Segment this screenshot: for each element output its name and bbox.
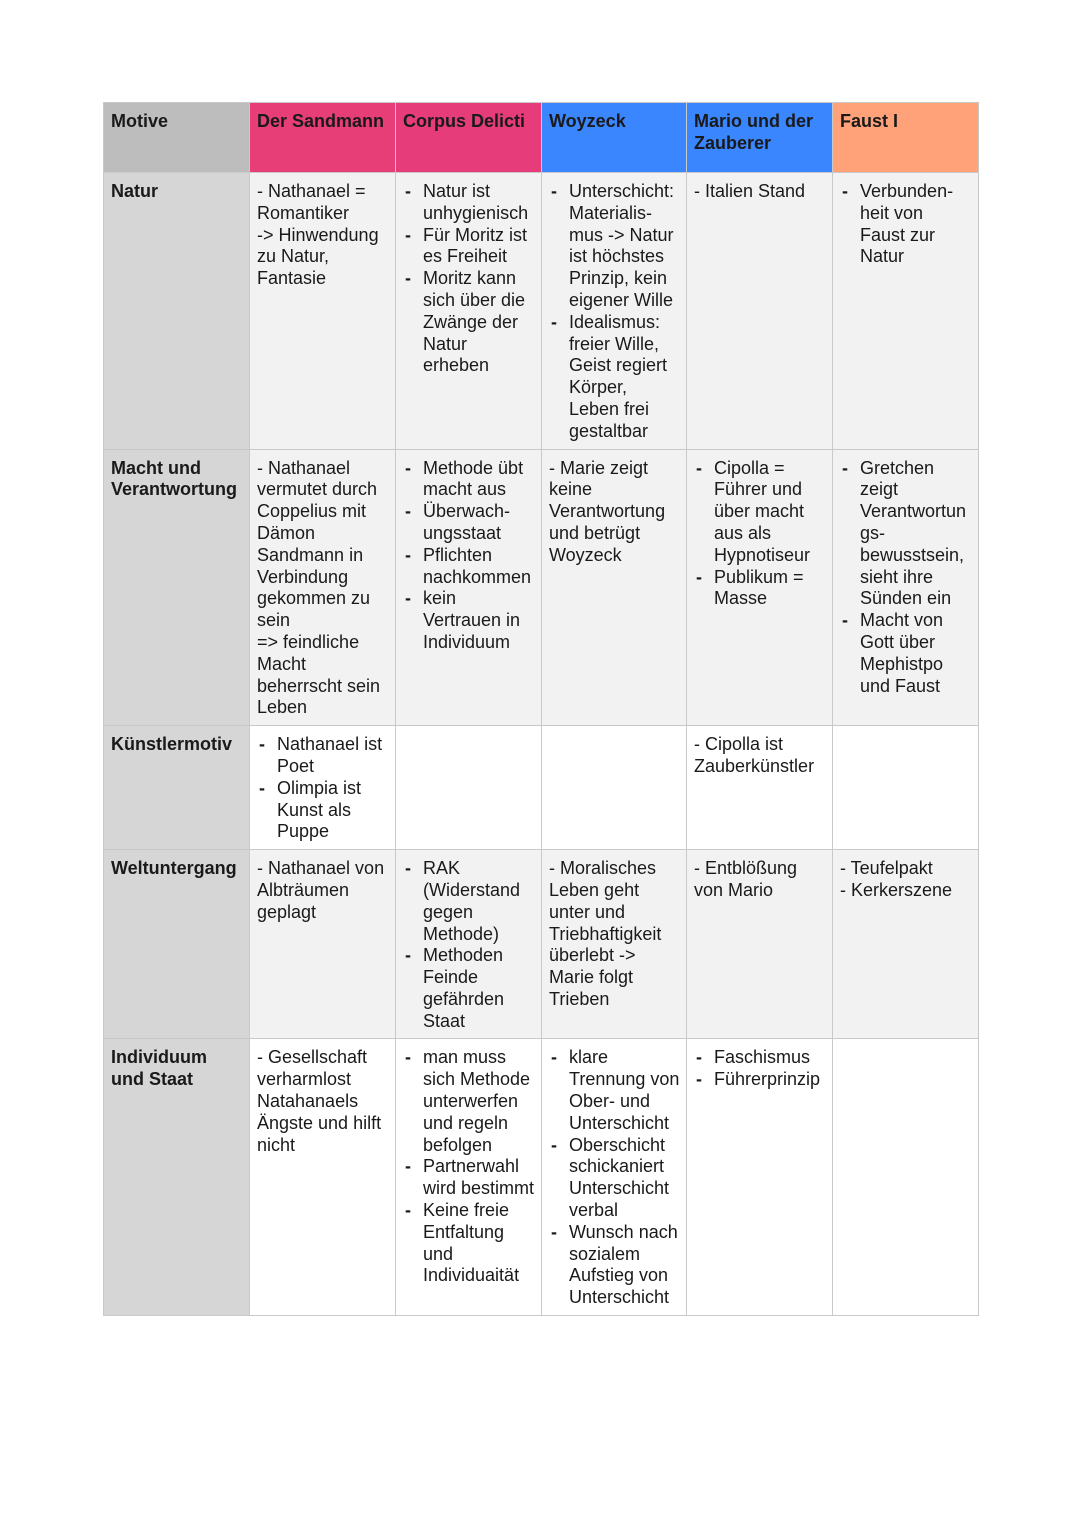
cell-mario-und-der-zauberer	[687, 449, 833, 726]
list-item: - Cipolla = Führer und über macht aus als Hypnotiseur	[694, 458, 826, 567]
list-item: - Macht von Gott über Mephistpo und Faust	[840, 610, 972, 697]
table-row	[104, 850, 979, 1039]
table-row	[104, 449, 979, 726]
cell-mario-und-der-zauberer	[687, 173, 833, 450]
cell-woyzeck	[542, 173, 687, 450]
cell-mario-und-der-zauberer	[687, 1039, 833, 1316]
table-row	[104, 726, 979, 850]
cell-corpus-delicti	[396, 726, 542, 850]
list-item: - Oberschicht schickaniert Unterschicht verbal	[549, 1135, 680, 1222]
header-corpus-delicti: Corpus Delicti	[396, 103, 542, 173]
row-motive-label: Macht und Verantwortung	[104, 449, 250, 726]
list-item: - Olimpia ist Kunst als Puppe	[257, 778, 389, 843]
header-motive: Motive	[104, 103, 250, 173]
cell-corpus-delicti	[396, 850, 542, 1039]
row-motive-label: Weltuntergang	[104, 850, 250, 1039]
list-item: - Idealismus: freier Wille, Geist regiert Körper, Leben frei gestaltbar	[549, 312, 680, 443]
bullet-list	[257, 734, 389, 843]
bullet-list	[403, 1047, 535, 1287]
cell-text: - Teufelpakt - Kerkerszene	[840, 858, 953, 900]
cell-text: - Nathanael von Albträumen geplagt	[257, 858, 385, 922]
list-item: - Gretchen zeigt Verantwortun gs-bewusstsein, sieht ihre Sünden ein	[840, 458, 972, 611]
header-mario-und-der-zauberer: Mario und der Zauberer	[687, 103, 833, 173]
list-item: - Nathanael ist Poet	[257, 734, 389, 778]
list-item: - Keine freie Entfaltung und Individuaität	[403, 1200, 535, 1287]
row-motive-label: Künstlermotiv	[104, 726, 250, 850]
cell-woyzeck	[542, 449, 687, 726]
table-row	[104, 1039, 979, 1316]
cell-text: - Nathanael = Romantiker -> Hinwendung zu Natur, Fantasie	[257, 181, 379, 289]
list-item: - Wunsch nach sozialem Aufstieg von Unterschicht	[549, 1222, 680, 1309]
table-row	[104, 173, 979, 450]
bullet-list	[694, 1047, 826, 1091]
cell-faust-i	[833, 726, 979, 850]
cell-text: - Marie zeigt keine Verantwortung und betrügt Woyzeck	[549, 457, 666, 565]
cell-text: - Cipolla ist Zauberkünstler	[694, 734, 815, 776]
cell-faust-i	[833, 1039, 979, 1316]
cell-woyzeck	[542, 1039, 687, 1316]
header-faust-i: Faust I	[833, 103, 979, 173]
list-item: - Natur ist unhygienisch	[403, 181, 535, 225]
list-item: - Pflichten nachkommen	[403, 545, 535, 589]
header-row	[104, 103, 979, 173]
list-item: - Publikum = Masse	[694, 567, 826, 611]
list-item: - Führerprinzip	[694, 1069, 826, 1091]
row-motive-label: Natur	[104, 173, 250, 450]
cell-mario-und-der-zauberer	[687, 850, 833, 1039]
bullet-list	[549, 181, 680, 443]
list-item: - klare Trennung von Ober- und Unterschicht	[549, 1047, 680, 1134]
cell-corpus-delicti	[396, 449, 542, 726]
list-item: - Methoden Feinde gefährden Staat	[403, 945, 535, 1032]
cell-woyzeck	[542, 726, 687, 850]
list-item: - Überwach-ungsstaat	[403, 501, 535, 545]
cell-mario-und-der-zauberer	[687, 726, 833, 850]
header-woyzeck: Woyzeck	[542, 103, 687, 173]
motive-comparison-table	[103, 102, 979, 1316]
cell-text: - Gesellschaft verharmlost Natahanaels Ängste und hilft nicht	[257, 1047, 382, 1155]
bullet-list	[403, 181, 535, 377]
row-motive-label: Individuum und Staat	[104, 1039, 250, 1316]
header-der-sandmann: Der Sandmann	[250, 103, 396, 173]
list-item: - Faschismus	[694, 1047, 826, 1069]
cell-faust-i	[833, 850, 979, 1039]
table-body	[104, 173, 979, 1316]
list-item: - RAK (Widerstand gegen Methode)	[403, 858, 535, 945]
bullet-list	[549, 1047, 680, 1309]
cell-corpus-delicti	[396, 1039, 542, 1316]
list-item: - kein Vertrauen in Individuum	[403, 588, 535, 653]
bullet-list	[694, 458, 826, 611]
list-item: - man muss sich Methode unterwerfen und regeln befolgen	[403, 1047, 535, 1156]
list-item: - Partnerwahl wird bestimmt	[403, 1156, 535, 1200]
cell-woyzeck	[542, 850, 687, 1039]
list-item: - Methode übt macht aus	[403, 458, 535, 502]
cell-der-sandmann	[250, 1039, 396, 1316]
cell-text: - Entblößung von Mario	[694, 858, 798, 900]
cell-corpus-delicti	[396, 173, 542, 450]
bullet-list	[403, 458, 535, 654]
cell-faust-i	[833, 449, 979, 726]
cell-text: - Italien Stand	[694, 181, 806, 201]
cell-der-sandmann	[250, 726, 396, 850]
cell-der-sandmann	[250, 173, 396, 450]
cell-der-sandmann	[250, 449, 396, 726]
list-item: - Moritz kann sich über die Zwänge der Natur erheben	[403, 268, 535, 377]
cell-faust-i	[833, 173, 979, 450]
list-item: - Unterschicht: Materialis-mus -> Natur ist höchstes Prinzip, kein eigener Wille	[549, 181, 680, 312]
list-item: - Für Moritz ist es Freiheit	[403, 225, 535, 269]
list-item: - Verbunden-heit von Faust zur Natur	[840, 181, 972, 268]
bullet-list	[403, 858, 535, 1032]
cell-text: - Nathanael vermutet durch Coppelius mit Dämon Sandmann in Verbindung gekommen zu sein => feindliche Macht beherrscht sein Leben	[257, 457, 381, 718]
cell-text: - Moralisches Leben geht unter und Triebhaftigkeit überlebt -> Marie folgt Trieben	[549, 858, 662, 1009]
bullet-list	[840, 458, 972, 698]
bullet-list	[840, 181, 972, 268]
cell-der-sandmann	[250, 850, 396, 1039]
